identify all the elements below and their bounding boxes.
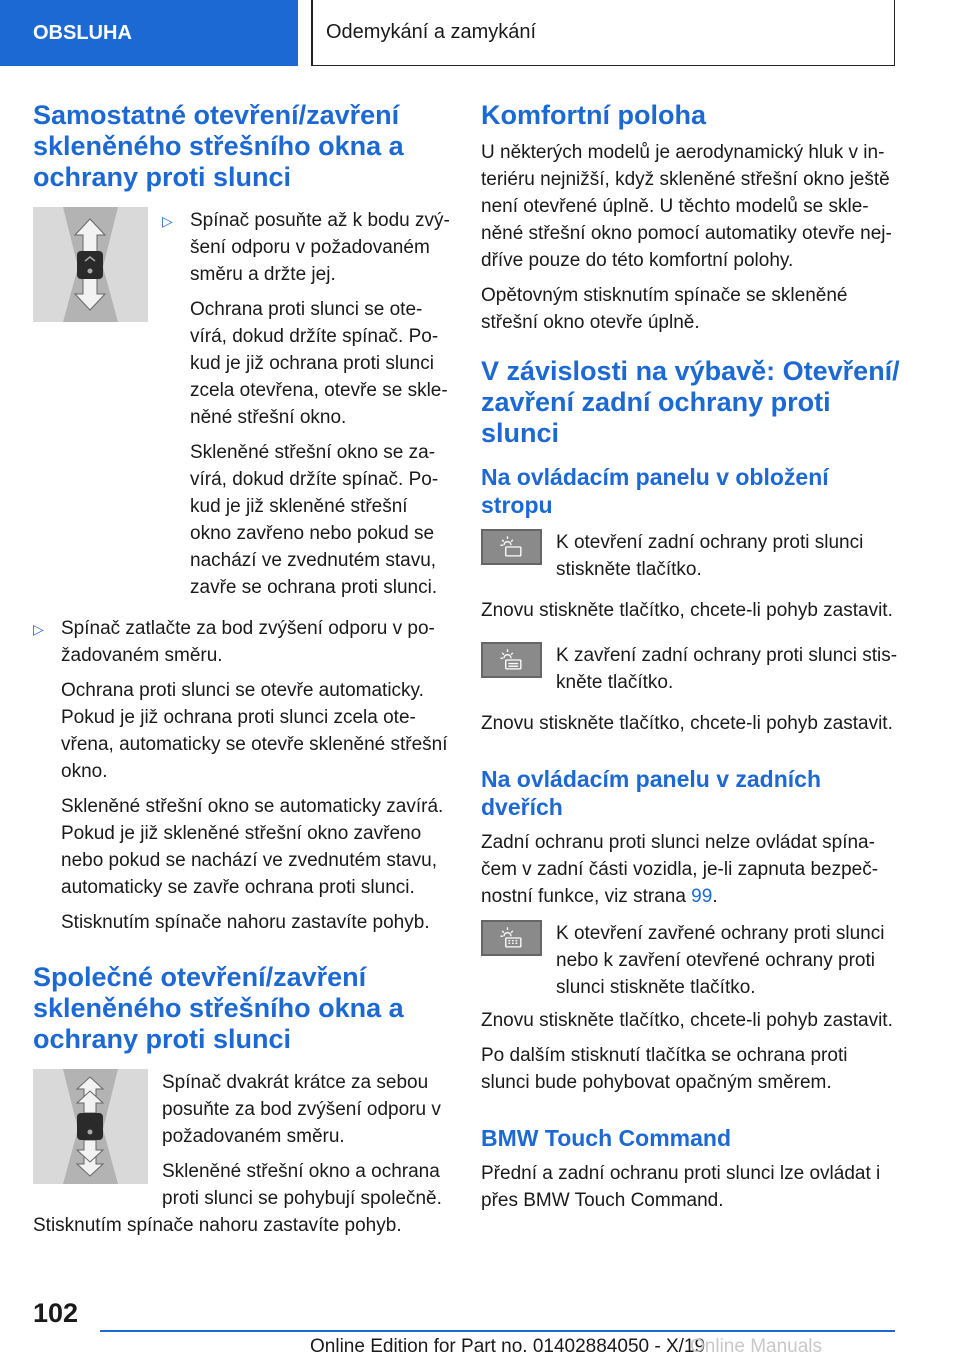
figure-row-switch [33,207,453,609]
paragraph: Znovu stiskněte tlačítko, chcete-li pohyb zastavit. [481,600,893,621]
paragraph-text: . [712,886,718,907]
right-column [481,100,901,1222]
bullet-text: Spínač zatlačte za bod zvýšení odporu v po-žadovaném směru. [61,618,435,666]
paragraph: Přední a zadní ochranu proti slunci lze ovládat i přes BMW Touch Command. [481,1163,881,1211]
paragraph: Skleněné střešní okno a ochrana proti slunci se pohybují společně. [162,1161,442,1209]
section-heading-separate: Samostatné otevření/zavření skleněného střešního okna a ochrany proti slunci [33,100,404,192]
roof-switch-image [33,1069,148,1184]
paragraph: K zavření zadní ochrany proti slunci stis-kněte tlačítko. [556,645,898,693]
header-section-tab: OBSLUHA [0,0,298,66]
triangle-bullet-icon: ▷ [162,213,173,229]
paragraph-text: Zadní ochranu proti slunci nelze ovládat spína-čem v zadní části vozidla, je-li zapnuta bezpeč-nostní funkce, viz strana [481,832,879,907]
paragraph: Po dalším stisknutí tlačítka se ochrana proti slunci bude pohybovat opačným směrem. [481,1045,848,1093]
page-number: 102 [33,1298,79,1328]
left-column [33,100,453,1247]
triangle-bullet-icon: ▷ [33,621,44,637]
paragraph: Znovu stiskněte tlačítko, chcete-li pohyb zastavit. [481,713,893,734]
paragraph: K otevření zadní ochrany proti slunci stiskněte tlačítko. [556,532,864,580]
rear-door-sunblind-button-icon [481,920,542,956]
switch-figure [33,207,148,609]
paragraph: Spínač dvakrát krátce za sebou posuňte za bod zvýšení odporu v požadovaném směru. [162,1072,441,1147]
button-figure [481,642,542,704]
bullet-item [33,615,453,944]
footer-watermark: Online Manuals [690,1336,823,1357]
paragraph: Skleněné střešní okno se automaticky zavírá. Pokud je již skleněné střešní okno zavřeno nebo pokud se nachází ve zvednutém stavu, automaticky se zavře ochrana proti slunci. [61,796,444,898]
section-heading-rear-sunblind: V závislosti na výbavě: Otevření/ zavření zadní ochrany proti slunci [481,356,900,448]
button-row [481,920,901,1001]
bullet-text: Spínač posuňte až k bodu zvý-šení odporu v požadovaném směru a držte jej. [190,210,450,285]
paragraph [481,829,901,910]
roof-switch-image [33,207,148,322]
section-heading-comfort: Komfortní poloha [481,100,706,130]
subsection-heading-rear-doors: Na ovládacím panelu v zadních dveřích [481,766,821,820]
page-reference-link[interactable]: 99 [691,886,713,907]
paragraph: Opětovným stisknutím spínače se skleněné střešní okno otevře úplně. [481,285,848,333]
header-title: Odemykání a zamykání [311,0,895,66]
subsection-heading-ceiling-panel: Na ovládacím panelu v obložení stropu [481,464,829,518]
paragraph: Stisknutím spínače nahoru zastavíte pohyb. [61,912,430,933]
sunblind-open-button-icon [481,529,542,565]
bullet-item [162,207,453,609]
footer-rule [100,1330,895,1332]
section-heading-joint: Společné otevření/zavření skleněného střešního okna a ochrany proti slunci [33,962,404,1054]
switch-figure [33,1069,148,1220]
button-row [481,529,901,591]
button-row [481,642,901,704]
button-figure [481,529,542,591]
paragraph: Ochrana proti slunci se ote-vírá, dokud držíte spínač. Po-kud je již ochrana proti slunci zcela otevřena, otevře se skle-něné střešní okno. [190,299,448,428]
paragraph: Ochrana proti slunci se otevře automaticky. Pokud je již ochrana proti slunci zcela ote-vřena, automaticky se otevře skleněné střešní okno. [61,680,448,782]
subsection-heading-touch-command: BMW Touch Command [481,1125,731,1151]
paragraph: K otevření zavřené ochrany proti slunci nebo k zavření otevřené ochrany proti slunci stiskněte tlačítko. [556,923,885,998]
paragraph: Znovu stiskněte tlačítko, chcete-li pohyb zastavit. [481,1010,893,1031]
paragraph: Stisknutím spínače nahoru zastavíte pohyb. [33,1215,402,1236]
footer-edition: Online Edition for Part no. 01402884050 - X/19 [310,1336,706,1357]
sunblind-close-button-icon [481,642,542,678]
paragraph: U některých modelů je aerodynamický hluk v in-teriéru nejnižší, když skleněné střešní okno ještě není otevřené úplně. U těchto modelů se skle-něné střešní okno pomocí automatiky otevře nej-dříve pouze do této komfortní polohy. [481,142,892,271]
figure-row-switch [33,1069,453,1220]
button-figure [481,920,542,1001]
paragraph: Skleněné střešní okno se za-vírá, dokud držíte spínač. Po-kud je již skleněné střešní okno zavřeno nebo pokud se nachází ve zvednutém stavu, zavře se ochrana proti slunci. [190,442,439,598]
